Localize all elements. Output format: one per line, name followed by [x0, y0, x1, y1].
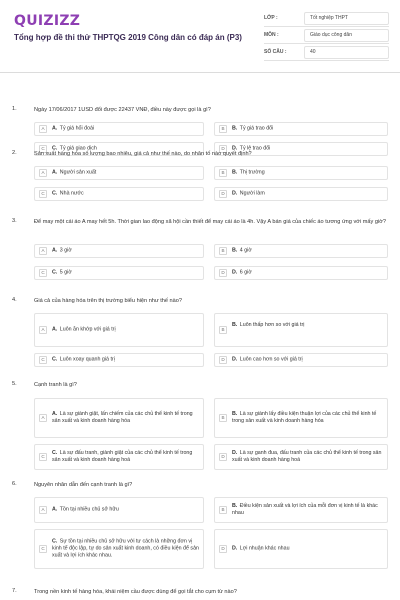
- option-key: A.: [52, 169, 58, 176]
- option-letter: C: [39, 269, 47, 277]
- option-letter: B: [219, 169, 227, 177]
- option-text: 4 giờ: [239, 247, 252, 254]
- page-title: Tổng hợp đề thi thử THPTQG 2019 Công dân có đáp án (P3): [14, 33, 242, 42]
- option-key: C.: [52, 145, 58, 152]
- option-text: Người làm: [239, 190, 265, 197]
- meta-label: SỐ CÂU :: [264, 49, 287, 55]
- option-text: Sự tồn tại nhiều chủ sở hữu với tư cách là những đơn vị kinh tế độc lập, tự do sản xuất kinh doanh, có điều kiện để sản xuất và lợi ích khác nhau.: [52, 538, 199, 559]
- option-key: D.: [232, 545, 238, 552]
- answer-option[interactable]: [34, 313, 204, 347]
- answer-option[interactable]: [34, 444, 204, 470]
- question-text: Cạnh tranh là gì?: [34, 382, 77, 388]
- question-number: 1.: [12, 106, 17, 112]
- question-text: Ngày 17/06/2017 1USD đổi được 22437 VNĐ, điều này được gọi là gì?: [34, 107, 211, 113]
- option-key: C.: [52, 538, 58, 545]
- option-letter: A: [39, 414, 47, 422]
- question-number: 7.: [12, 588, 17, 594]
- answer-option[interactable]: [34, 166, 204, 180]
- answer-option[interactable]: [214, 444, 388, 470]
- option-text: Tỷ giá trao đổi: [239, 125, 274, 132]
- answer-option[interactable]: [34, 122, 204, 136]
- answer-option[interactable]: [34, 497, 204, 523]
- question-number: 3.: [12, 218, 17, 224]
- meta-row-question-count: [264, 44, 389, 61]
- option-letter: D: [219, 145, 227, 153]
- option-letter: C: [39, 145, 47, 153]
- option-text: Luôn thấp hơn so với giá trị: [239, 322, 305, 328]
- option-text: Là sự giành giật, lấn chiếm của các chủ thể kinh tế trong sản xuất và kinh doanh hàng hóa: [52, 411, 193, 424]
- option-letter: B: [219, 506, 227, 514]
- option-key: D.: [232, 269, 238, 276]
- meta-row-subject: [264, 27, 389, 44]
- option-text: 6 giờ: [239, 269, 252, 276]
- option-letter: B: [219, 326, 227, 334]
- option-letter: C: [39, 190, 47, 198]
- answer-option[interactable]: [34, 187, 204, 201]
- option-key: A.: [52, 247, 58, 254]
- option-letter: D: [219, 356, 227, 364]
- option-key: D.: [232, 356, 238, 363]
- question-number: 4.: [12, 297, 17, 303]
- option-text: Là sự giành lấy điều kiện thuận lợi của các chủ thể kinh tế trong sản xuất và kinh doanh hàng hóa: [232, 411, 377, 424]
- option-key: B.: [232, 247, 238, 254]
- option-key: C.: [52, 450, 58, 456]
- option-letter: B: [219, 414, 227, 422]
- option-key: A.: [52, 411, 58, 417]
- option-text: Thị trường: [239, 169, 265, 176]
- option-key: B.: [232, 503, 238, 509]
- option-letter: A: [39, 169, 47, 177]
- option-text: Tỷ giá giao dịch: [59, 145, 97, 152]
- option-key: A.: [52, 326, 58, 333]
- answer-option[interactable]: [214, 497, 388, 523]
- option-letter: D: [219, 190, 227, 198]
- option-letter: C: [39, 356, 47, 364]
- question-number: 5.: [12, 381, 17, 387]
- question-text: Để may một cái áo A may hết 5h. Thời gian lao động xã hội cần thiết để may cái áo là 4h. Vậy A bán giá của chiếc áo tương ứng với mấy giờ?: [34, 219, 386, 225]
- answer-option[interactable]: [214, 398, 388, 438]
- meta-value: Giáo dục công dân: [304, 29, 389, 42]
- option-letter: B: [219, 125, 227, 133]
- option-text: Điều kiện sản xuất và lợi ích của mỗi đơn vị kinh tế là khác nhau: [232, 503, 378, 516]
- option-letter: A: [39, 326, 47, 334]
- answer-option[interactable]: [214, 122, 388, 136]
- option-text: Là sự ganh đua, đấu tranh của các chủ thể kinh tế trong sản xuất và kinh doanh hàng hoá: [232, 450, 382, 463]
- option-letter: D: [219, 453, 227, 461]
- question-text: Trong nền kinh tế hàng hóa, khái niệm cầu được dùng để gọi tắt cho cụm từ nào?: [34, 589, 237, 595]
- header-divider: [0, 72, 400, 73]
- option-text: Nhà nước: [59, 190, 84, 197]
- answer-option[interactable]: [34, 244, 204, 258]
- meta-row-class: [264, 10, 389, 27]
- question-text: Sản xuất hàng hóa số lượng bao nhiêu, giá cả như thế nào, do nhân tố nào quyết định?: [34, 151, 252, 157]
- option-text: Tồn tại nhiều chủ sở hữu: [59, 506, 119, 513]
- option-key: D.: [232, 450, 238, 456]
- option-letter: A: [39, 506, 47, 514]
- option-key: B.: [232, 169, 238, 176]
- option-text: Luôn xoay quanh giá trị: [59, 356, 115, 363]
- option-text: 3 giờ: [59, 247, 72, 254]
- option-letter: B: [219, 247, 227, 255]
- question-number: 6.: [12, 481, 17, 487]
- option-letter: A: [39, 125, 47, 133]
- answer-option[interactable]: [34, 353, 204, 367]
- answer-option[interactable]: [214, 529, 388, 569]
- option-key: A.: [52, 506, 58, 513]
- answer-option[interactable]: [34, 529, 204, 569]
- answer-option[interactable]: [214, 187, 388, 201]
- worksheet-header: [0, 0, 400, 70]
- option-key: D.: [232, 190, 238, 197]
- option-key: B.: [232, 411, 238, 417]
- option-key: C.: [52, 190, 58, 197]
- option-key: A.: [52, 125, 58, 132]
- option-text: Tỷ giá hối đoái: [59, 125, 95, 132]
- option-letter: D: [219, 269, 227, 277]
- answer-option[interactable]: [214, 266, 388, 280]
- option-letter: D: [219, 545, 227, 553]
- option-text: 5 giờ: [59, 269, 72, 276]
- answer-option[interactable]: [34, 398, 204, 438]
- option-letter: C: [39, 453, 47, 461]
- answer-option[interactable]: [214, 313, 388, 347]
- meta-value: Tốt nghiệp THPT: [304, 12, 389, 25]
- option-key: B.: [232, 125, 238, 132]
- meta-value: 40: [304, 46, 389, 59]
- option-text: Luôn ăn khớp với giá trị: [59, 326, 116, 333]
- option-text: Tỷ lệ trao đổi: [239, 145, 271, 152]
- option-key: C.: [52, 356, 58, 363]
- meta-label: LỚP :: [264, 15, 278, 21]
- quizizz-logo: QUIZIZZ: [14, 13, 81, 29]
- option-letter: A: [39, 247, 47, 255]
- answer-option[interactable]: [214, 244, 388, 258]
- meta-label: MÔN :: [264, 32, 279, 38]
- option-text: Lợi nhuận khác nhau: [239, 545, 290, 552]
- option-text: Người sản xuất: [59, 169, 97, 176]
- answer-option[interactable]: [214, 353, 388, 367]
- option-text: Là sự đấu tranh, giành giật của các chủ thể kinh tế trong sản xuất và kinh doanh hàng hoá: [52, 450, 193, 463]
- worksheet-meta: [264, 10, 389, 61]
- option-key: C.: [52, 269, 58, 276]
- question-text: Giá cả của hàng hóa trên thị trường biểu hiện như thế nào?: [34, 298, 182, 304]
- question-text: Nguyên nhân dẫn đến cạnh tranh là gì?: [34, 482, 133, 488]
- answer-option[interactable]: [34, 266, 204, 280]
- option-letter: C: [39, 545, 47, 553]
- option-key: B.: [232, 322, 238, 328]
- question-number: 2.: [12, 150, 17, 156]
- option-key: D.: [232, 145, 238, 152]
- answer-option[interactable]: [214, 166, 388, 180]
- option-text: Luôn cao hơn so với giá trị: [239, 356, 303, 363]
